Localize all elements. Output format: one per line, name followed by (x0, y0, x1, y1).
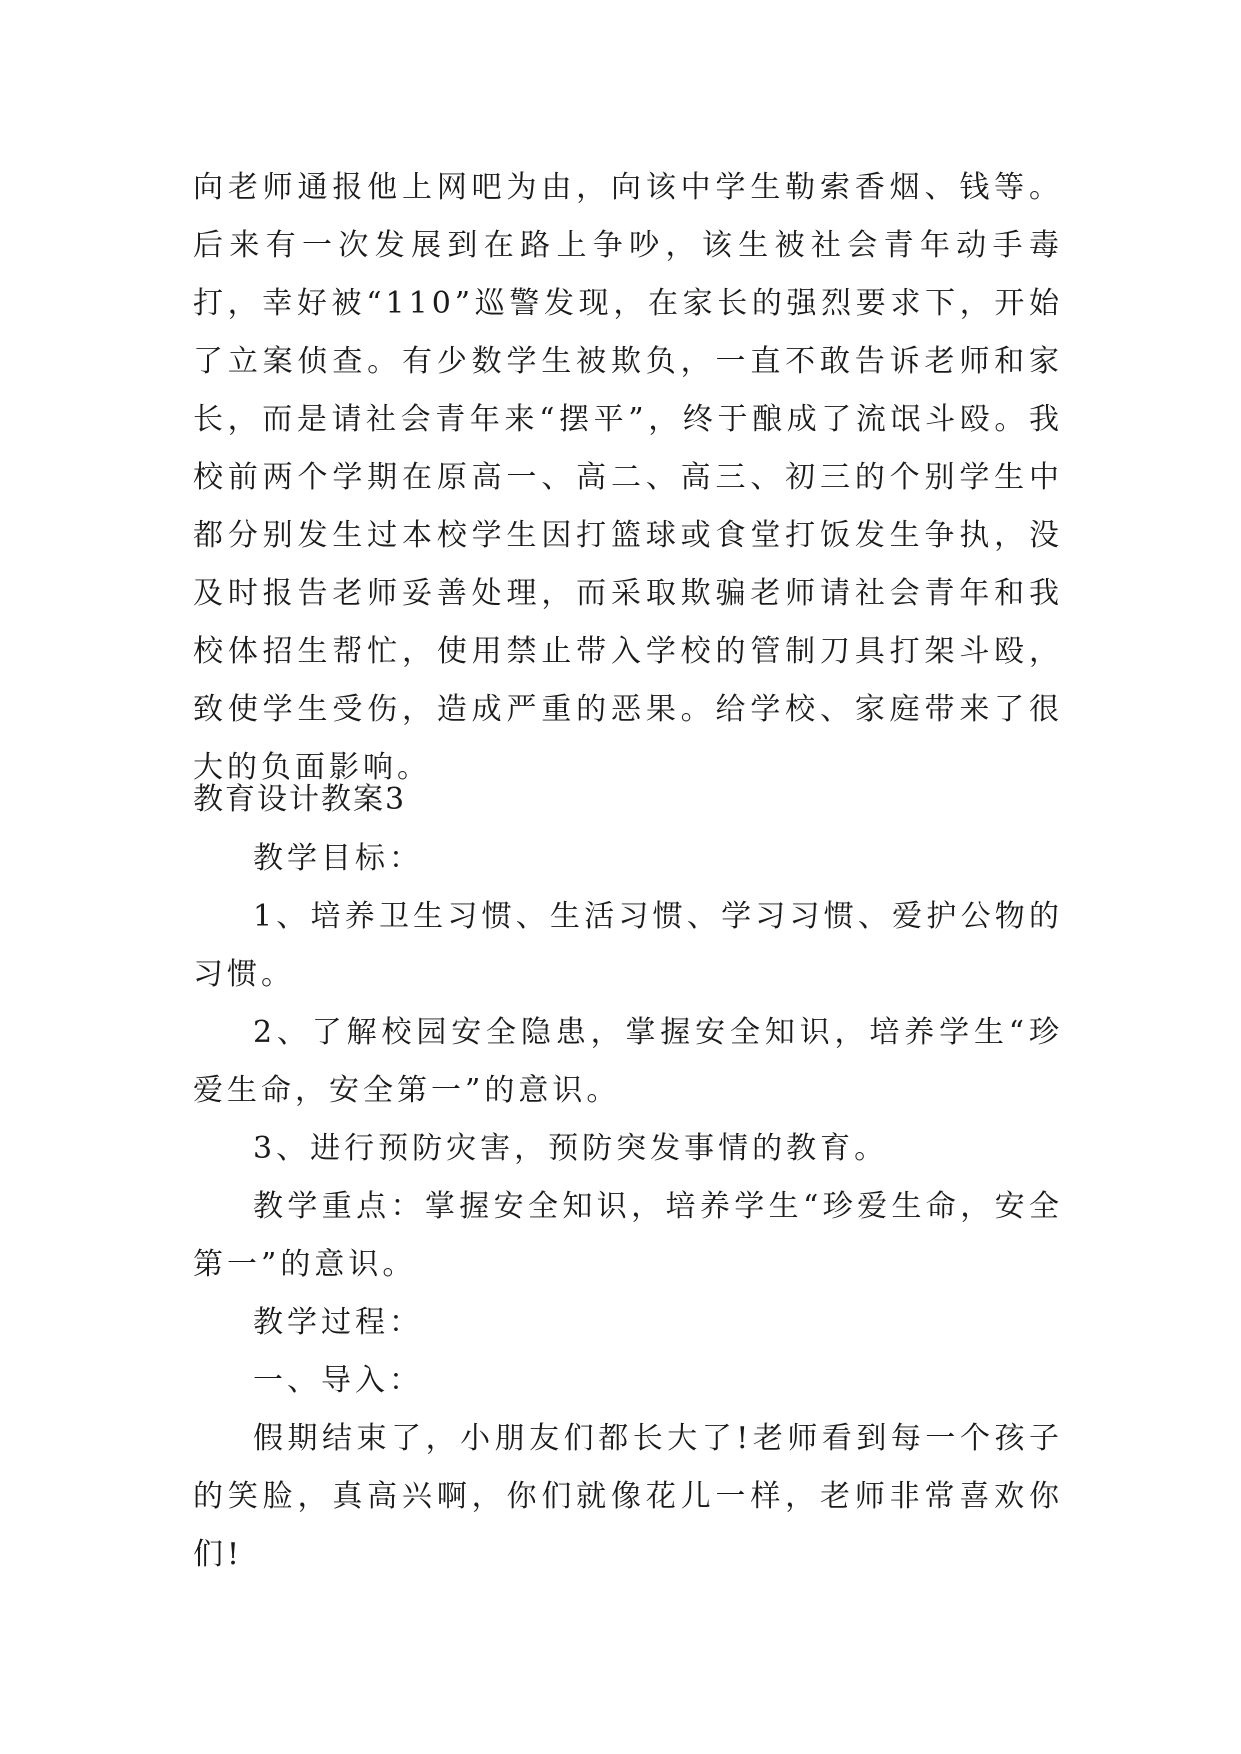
paragraph-goal-3: 3、进行预防灾害，预防突发事情的教育。 (253, 1131, 889, 1166)
paragraph-teaching-process: 教学过程： (253, 1305, 423, 1340)
paragraph-introduction: 一、导入： (253, 1363, 423, 1398)
paragraph-teaching-goals: 教学目标： (253, 841, 423, 876)
paragraph-teaching-focus: 教学重点：掌握安全知识，培养学生“珍爱生命，安全第一”的意识。 (193, 1189, 1063, 1282)
paragraph-goal-1: 1、培养卫生习惯、生活习惯、学习习惯、爱护公物的习惯。 (193, 899, 1063, 992)
paragraph-goal-2: 2、了解校园安全隐患，掌握安全知识，培养学生“珍爱生命，安全第一”的意识。 (193, 1015, 1063, 1108)
section-title: 教育设计教案3 (193, 782, 407, 817)
continued-paragraph: 向老师通报他上网吧为由，向该中学生勒索香烟、钱等。后来有一次发展到在路上争吵，该生被社会青年动手毒打，幸好被“110”巡警发现，在家长的强烈要求下，开始了立案侦查。有少数学生被欺负，一直不敢告诉老师和家长，而是请社会青年来“摆平”，终于酿成了流氓斗殴。我校前两个学期在原高一、高二、高三、初三的个别学生中都分别发生过本校学生因打篮球或食堂打饭发生争执，没及时报告老师妥善处理，而采取欺骗老师请社会青年和我校体招生帮忙，使用禁止带入学校的管制刀具打架斗殴，致使学生受伤，造成严重的恶果。给学校、家庭带来了很大的负面影响。 (193, 170, 1063, 785)
lesson-plan-body (193, 830, 1063, 1584)
continued-paragraph-block (193, 159, 1063, 797)
paragraph-intro-text: 假期结束了，小朋友们都长大了!老师看到每一个孩子的笑脸，真高兴啊，你们就像花儿一样，老师非常喜欢你们! (193, 1421, 1063, 1572)
